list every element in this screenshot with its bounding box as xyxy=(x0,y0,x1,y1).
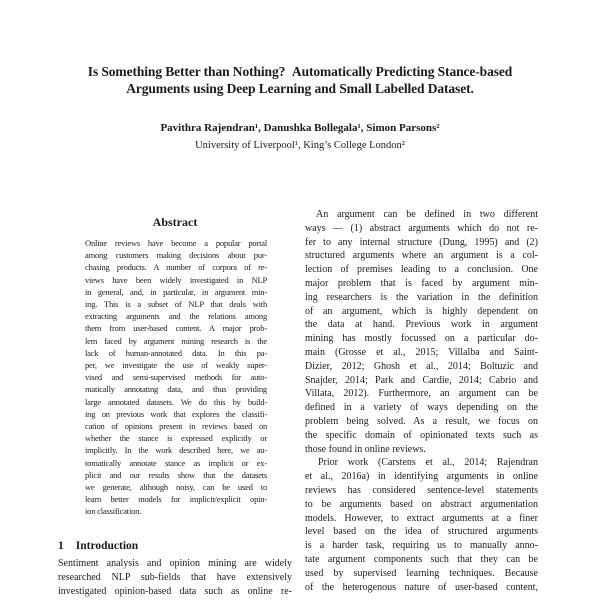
authors-line: Pavithra Rajendran¹, Danushka Bollegala¹, Simon Parsons² xyxy=(160,122,440,134)
text-line: of an argument, which is highly dependent on xyxy=(305,305,538,317)
text-line: problem being solved. As a result, we focus on xyxy=(305,415,538,427)
text-line: researched NLP sub-fields that have extensively xyxy=(58,571,292,583)
text-line: investigated opinion-based data such as online re- xyxy=(58,586,292,598)
text-line: ing researchers is the variation in the definition xyxy=(305,291,538,303)
text-line: lack of human-annotated data. In this pa- xyxy=(85,347,267,358)
text-line: An argument can be defined in two different xyxy=(316,209,538,220)
text-line: fer to any internal structure (Dung, 1995) and (2) xyxy=(305,236,538,248)
text-line: tomatically annotate stance as implicit or ex- xyxy=(85,457,267,468)
text-line: mining has mostly focussed on a particular do- xyxy=(305,333,538,345)
text-line: defined in a variety of ways depending on the xyxy=(305,402,538,414)
text-line: learn better models for implicit/explicit opin- xyxy=(85,494,267,505)
text-line: per, we investigate the use of weakly super- xyxy=(85,360,267,371)
text-line: level based on the idea of structured arguments xyxy=(305,526,538,538)
text-line: Sentiment analysis and opinion mining are widely xyxy=(58,557,292,569)
text-line: in general, and, in particular, in argument min- xyxy=(85,286,267,297)
text-line: cation of opinions present in reviews based on xyxy=(85,421,267,432)
text-line: reviews has considered sentence-level statements xyxy=(305,484,538,496)
paper-title xyxy=(0,64,600,97)
text-line: implicitly. In the work described here, we au- xyxy=(85,445,267,456)
text-line: Dizier, 2012; Ghosh et al., 2014; Boltuzic and xyxy=(305,360,538,372)
text-line: major problem that is faced by argument min- xyxy=(305,277,538,289)
text-line: ion classification. xyxy=(85,506,142,517)
text-line: ing. This is a subset of NLP that deals with xyxy=(85,299,267,310)
section-title: Introduction xyxy=(75,539,139,552)
text-line: to be arguments based on abstract argumentation xyxy=(305,498,538,510)
right-column xyxy=(305,208,538,594)
text-line: tate argument components such that they can be xyxy=(305,553,538,565)
affiliation-line: University of Liverpool¹, King’s College London² xyxy=(195,140,405,151)
text-line: those found in online reviews. xyxy=(305,443,426,455)
body-paragraph-2 xyxy=(305,456,538,594)
text-line: vised and semi-supervised methods for auto- xyxy=(85,372,267,383)
text-line: the data at hand. Previous work in argument xyxy=(305,319,538,331)
text-line: ing on previous work that explores the classifi- xyxy=(85,408,267,419)
section-heading-introduction xyxy=(58,540,292,553)
text-line: used by supervised learning techniques. Because xyxy=(305,567,538,579)
text-line: structured arguments where an argument is a col- xyxy=(305,250,538,262)
text-line: Prior work (Carstens et al., 2014; Rajendran xyxy=(318,457,538,469)
text-line: is a harder task, requiring us to manually anno- xyxy=(305,540,538,552)
text-line: matically annotating data, and thus providing xyxy=(85,384,267,395)
text-line: extracting arguments and the relations among xyxy=(85,311,267,322)
section-number: 1 xyxy=(58,539,64,552)
text-line: ways — (1) abstract arguments which do not re- xyxy=(305,222,538,234)
paper-title-line1: Is Something Better than Nothing? Automatically Predicting Stance-based xyxy=(87,64,513,79)
text-line: Villata, 2012). Furthermore, an argument can be xyxy=(305,388,538,400)
text-line: of the heterogenous nature of user-based content, xyxy=(305,581,538,593)
text-line: main (Grosse et al., 2015; Villalba and Saint- xyxy=(305,346,538,358)
paper-title-line2: Arguments using Deep Learning and Small Labelled Dataset. xyxy=(126,80,474,96)
text-line: views have been widely investigated in NLP xyxy=(85,274,267,285)
text-line: large annotated datasets. We do this by build- xyxy=(85,396,267,407)
text-line: among customers making decisions about pur- xyxy=(85,250,267,261)
abstract-heading: Abstract xyxy=(152,215,198,229)
text-line: Online reviews have become a popular portal xyxy=(85,238,267,248)
text-line: Snajder, 2014; Park and Cardie, 2014; Cabrio and xyxy=(305,374,538,386)
text-line: chasing products. A number of corpora of re- xyxy=(85,262,267,273)
abstract-text xyxy=(85,237,267,518)
text-line: et al., 2016a) in identifying arguments in online xyxy=(305,471,538,483)
body-paragraph-1 xyxy=(305,208,538,456)
text-line: plicit and our results show that the datasets xyxy=(85,469,267,480)
text-line: lection of premises leading to a conclusion. One xyxy=(305,264,538,276)
text-line: the specific domain of opinionated texts such as xyxy=(305,429,538,441)
text-line: them from user-based content. A major prob- xyxy=(85,323,267,334)
text-line: we generate, although noisy, can be used to xyxy=(85,482,267,493)
text-line: models. However, to extract arguments at a finer xyxy=(305,512,538,524)
text-line: lem faced by argument mining research is the xyxy=(85,335,267,346)
introduction-paragraph xyxy=(58,557,292,600)
left-column xyxy=(58,215,292,599)
text-line: whether the stance is expressed explicitly or xyxy=(85,433,267,444)
